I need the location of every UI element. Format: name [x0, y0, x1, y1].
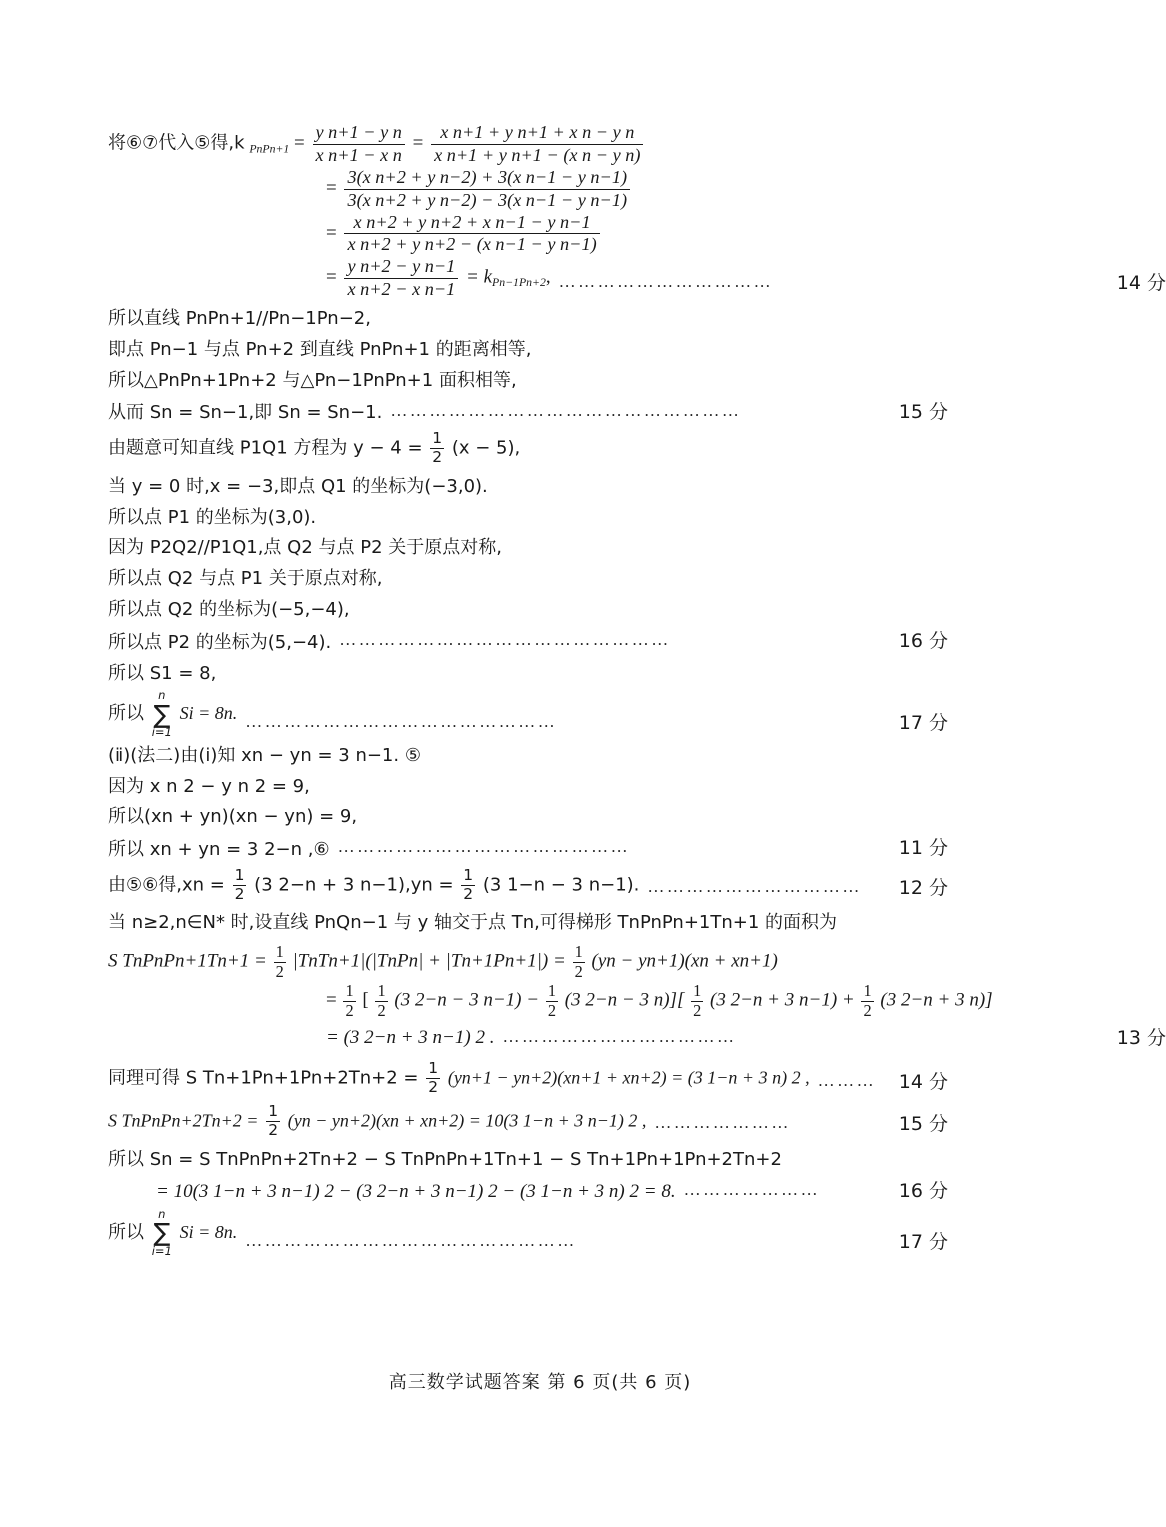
summation-symbol-1: n ∑ i=1 — [151, 688, 172, 740]
statement-sum-xy: 所以 xn + yn = 3 2−n ,⑥ — [108, 838, 330, 860]
denominator-2: 2 — [432, 447, 443, 466]
statement-parallel-q2: 因为 P2Q2//P1Q1,点 Q2 与点 P2 关于原点对称, — [108, 537, 502, 559]
leader-dots-16: …………………………………………… — [339, 630, 671, 650]
equation-line-3 — [108, 212, 918, 257]
statement-line-equation-pre: 由题意可知直线 P1Q1 方程为 y − 4 = — [108, 437, 423, 459]
slope-symbol-sub: PnPn+1 — [249, 142, 290, 156]
denominator-3: 2 — [234, 884, 245, 903]
sum-expression-2: Si = 8n. — [179, 1222, 238, 1242]
statement-s1-value: 所以 S1 = 8, — [108, 662, 217, 684]
statement-sum-row-2 — [108, 1206, 948, 1258]
numerator-5: 1 — [574, 942, 583, 962]
statement-sum-2 — [108, 1206, 238, 1258]
fraction-1: $\frac{\text{y n+1 − y n}}{\text{x n+1 − x n}}$ — [313, 122, 405, 167]
leader-dots-17: ………………………………………… — [245, 712, 558, 732]
numerator-11: 1 — [428, 1059, 439, 1078]
fraction-5: $\frac{\text{y n+2 − y n−1}}{\text{x n+2 − x n−1}}$ — [344, 256, 458, 301]
sum-lead-text-1: 所以 — [108, 703, 144, 725]
equation-line-1 — [108, 122, 918, 167]
equation-line-4 — [108, 256, 1166, 301]
area-term-1: (3 2−n − 3 n−1) − — [394, 989, 540, 1011]
equation-area-line-2 — [108, 980, 993, 1021]
page-footer: 高三数学试题答案 第 6 页(共 6 页) — [388, 1372, 692, 1393]
xn-yn-mid: (3 2−n + 3 n−1),yn = — [254, 874, 454, 896]
statement-factored: 所以(xn + yn)(xn − yn) = 9, — [108, 806, 358, 828]
statement-big-trapezoid-row — [108, 1103, 948, 1140]
equation-line-4-left — [326, 256, 551, 301]
area-expression-1: |TnTn+1|(|TnPn| + |Tn+1Pn+1|) = — [292, 950, 566, 972]
equals-sign-1: = — [294, 132, 305, 154]
denominator-7: 2 — [345, 1000, 354, 1020]
bracket-open-1: [ — [362, 989, 369, 1011]
big-trapezoid-expr: (yn − yn+2)(xn + xn+2) = 10(3 1−n + 3 n−1) 2 , — [287, 1110, 647, 1131]
numerator-3: 1 — [463, 865, 474, 884]
statement-sn-decomposition: 所以 Sn = S TnPnPn+2Tn+2 − S TnPnPn+1Tn+1 − S Tn+1Pn+1Pn+2Tn+2 — [108, 1148, 782, 1170]
denominator-10: 2 — [693, 1000, 702, 1020]
numerator-9: 1 — [693, 980, 702, 1000]
equation-group-slope — [108, 122, 1166, 301]
slope-equals-tail: = k — [466, 266, 493, 288]
fraction-3: $\frac{\text{3(x n+2 + y n−2) + 3(x n−1 − y n−1)}}{\text{3(x n+2 + y n−2) − 3(x n−1 − y n−1)}}$ — [344, 167, 630, 212]
statement-big-trapezoid — [108, 1103, 646, 1140]
denominator-5: 2 — [275, 961, 284, 981]
denominator-13: 2 — [268, 1120, 279, 1139]
sum-expression-1: Si = 8n. — [179, 703, 238, 724]
comma-1: , — [545, 266, 551, 288]
numerator-12: 1 — [268, 1102, 279, 1121]
fraction-one-half-11 — [426, 1060, 440, 1097]
fraction-2: $\frac{\text{x n+1 + y n+1 + x n − y n}}{\text{x n+1 + y n+1 − (x n − y n)}}$ — [431, 122, 643, 167]
score-14: 14 分 — [1116, 271, 1166, 294]
numerator-7: 1 — [377, 980, 386, 1000]
fraction-one-half-7 — [375, 982, 387, 1021]
score-16b: 16 分 — [898, 1179, 948, 1202]
fraction-one-half-9 — [691, 982, 703, 1021]
equation-group-area — [108, 942, 1166, 1056]
leader-dots-15: ……………………………………………… — [390, 400, 742, 420]
score-17b: 17 分 — [898, 1230, 948, 1253]
equation-area-line-1 — [108, 943, 918, 982]
fraction-one-half-2 — [233, 867, 247, 904]
statement-q2-coord: 所以点 Q2 的坐标为(−5,−4), — [108, 599, 350, 621]
equals-sign-3: = — [326, 177, 337, 199]
fraction-one-half-5 — [573, 943, 585, 982]
area-term-3: (3 2−n + 3 n−1) + — [710, 989, 855, 1011]
leader-dots-15b: ………………… — [654, 1113, 791, 1133]
derivation-lead-text: 将⑥⑦代入⑤得,k — [108, 132, 245, 154]
statement-similar-area-row — [108, 1060, 948, 1097]
score-15: 15 分 — [898, 400, 948, 423]
big-trapezoid-lead: S TnPnPn+2Tn+2 = — [108, 1110, 259, 1131]
area-expression-2: (yn − yn+1)(xn + xn+1) — [591, 950, 778, 972]
statement-trapezoid-setup: 当 n≥2,n∈N* 时,设直线 PnQn−1 与 y 轴交于点 Tn,可得梯形 TnPnPn+1Tn+1 的面积为 — [108, 912, 838, 934]
statement-equal-area: 所以△PnPn+1Pn+2 与△Pn−1PnPn+1 面积相等, — [108, 369, 517, 391]
statement-sn-result-row — [108, 1177, 948, 1206]
xn-yn-post: (3 1−n − 3 n−1). — [482, 874, 640, 896]
fraction-one-half-1 — [430, 430, 444, 467]
score-12: 12 分 — [898, 876, 948, 899]
equals-sign-6: = — [326, 989, 337, 1011]
denominator-12: 2 — [428, 1078, 439, 1097]
statement-line-equation-post: (x − 5), — [451, 437, 521, 459]
statement-sn-equal: 从而 Sn = Sn−1,即 Sn = Sn−1. — [108, 402, 383, 424]
numerator-1: 1 — [432, 429, 443, 448]
statement-square-diff: 因为 x n 2 − y n 2 = 9, — [108, 775, 310, 797]
sum-lead-text-2: 所以 — [108, 1222, 144, 1243]
fraction-one-half-12 — [266, 1103, 280, 1140]
statement-sum-row-1 — [108, 690, 948, 738]
statement-xn-yn — [108, 867, 639, 904]
fraction-one-half-6 — [343, 982, 355, 1021]
fraction-one-half-8 — [546, 982, 558, 1021]
numerator-10: 1 — [863, 980, 872, 1000]
leader-dots-12: …………………………… — [647, 876, 862, 896]
statement-equal-distance: 即点 Pn−1 与点 Pn+2 到直线 PnPn+1 的距离相等, — [108, 338, 532, 360]
score-13: 13 分 — [1116, 1027, 1166, 1050]
summation-symbol-2: n ∑ i=1 — [151, 1206, 172, 1258]
score-17: 17 分 — [898, 712, 948, 735]
sigma-glyph-1: ∑ — [153, 700, 171, 729]
slope-tail-sub: Pn−1Pn+2 — [492, 276, 546, 290]
equation-area-line-3 — [108, 1020, 1166, 1056]
numerator-4: 1 — [275, 942, 284, 962]
statement-symmetric-origin: 所以点 Q2 与点 P1 关于原点对称, — [108, 568, 383, 590]
numerator-2: 1 — [234, 865, 245, 884]
denominator-8: 2 — [377, 1000, 386, 1020]
statement-method-two: (ⅱ)(法二)由(ⅰ)知 xn − yn = 3 n−1. ⑤ — [108, 744, 421, 766]
leader-dots-17b: …………………………………………… — [245, 1230, 577, 1250]
statement-line-equation — [108, 430, 918, 467]
denominator-6: 2 — [574, 961, 583, 981]
denominator-9: 2 — [547, 1000, 557, 1020]
statement-xn-yn-row — [108, 867, 948, 904]
score-15b: 15 分 — [898, 1113, 948, 1136]
statement-parallel-lines: 所以直线 PnPn+1//Pn−1Pn−2, — [108, 308, 371, 329]
statement-similar-area — [108, 1060, 810, 1097]
denominator-11: 2 — [863, 1000, 872, 1020]
score-14b: 14 分 — [898, 1070, 948, 1093]
solution-body — [108, 120, 1166, 1260]
denominator-4: 2 — [463, 884, 474, 903]
equals-sign-2: = — [412, 132, 424, 154]
fraction-one-half-10 — [861, 982, 873, 1021]
area-term-2: (3 2−n − 3 n)][ — [564, 989, 685, 1011]
area-result-1: = (3 2−n + 3 n−1) 2 . — [326, 1027, 495, 1049]
sigma-glyph-2: ∑ — [153, 1218, 171, 1248]
statement-p2-coord: 所以点 P2 的坐标为(5,−4). — [108, 631, 332, 653]
numerator-6: 1 — [345, 980, 354, 1000]
statement-sum-1 — [108, 690, 237, 738]
similar-area-lead: 同理可得 S Tn+1Pn+1Pn+2Tn+2 = — [108, 1067, 419, 1089]
statement-p1-coord: 所以点 P1 的坐标为(3,0). — [108, 506, 317, 528]
leader-dots-14: …………………………… — [558, 271, 774, 291]
statement-p2-coord-row — [108, 627, 948, 656]
fraction-one-half-4 — [274, 943, 286, 982]
leader-dots-14b: ……… — [817, 1070, 877, 1090]
equals-sign-4: = — [326, 222, 337, 244]
score-11: 11 分 — [898, 837, 948, 860]
equation-line-2 — [108, 167, 918, 212]
equals-sign-5: = — [326, 266, 337, 288]
fraction-one-half-3 — [461, 867, 475, 904]
numerator-8: 1 — [547, 980, 557, 1000]
leader-dots-13: ……………………………… — [502, 1027, 737, 1047]
score-16: 16 分 — [898, 630, 948, 653]
area-term-4: (3 2−n + 3 n)] — [880, 989, 993, 1011]
statement-sn-equal-row — [108, 398, 948, 427]
fraction-4: $\frac{\text{x n+2 + y n+2 + x n−1 − y n−1}}{\text{x n+2 + y n+2 − (x n−1 − y n−1)}}$ — [344, 212, 599, 257]
xn-yn-pre: 由⑤⑥得,xn = — [108, 874, 225, 896]
leader-dots-11: ……………………………………… — [337, 837, 631, 857]
statement-sn-result: = 10(3 1−n + 3 n−1) 2 − (3 2−n + 3 n−1) 2 − (3 1−n + 3 n) 2 = 8. — [156, 1180, 676, 1202]
statement-sum-xy-row — [108, 834, 948, 863]
statement-q1-coord: 当 y = 0 时,x = −3,即点 Q1 的坐标为(−3,0). — [108, 475, 488, 497]
area-symbol-1: S TnPnPn+1Tn+1 = — [108, 950, 267, 972]
similar-area-expr: (yn+1 − yn+2)(xn+1 + xn+2) = (3 1−n + 3 n) 2 , — [447, 1067, 810, 1088]
leader-dots-16b: ………………… — [683, 1179, 821, 1199]
